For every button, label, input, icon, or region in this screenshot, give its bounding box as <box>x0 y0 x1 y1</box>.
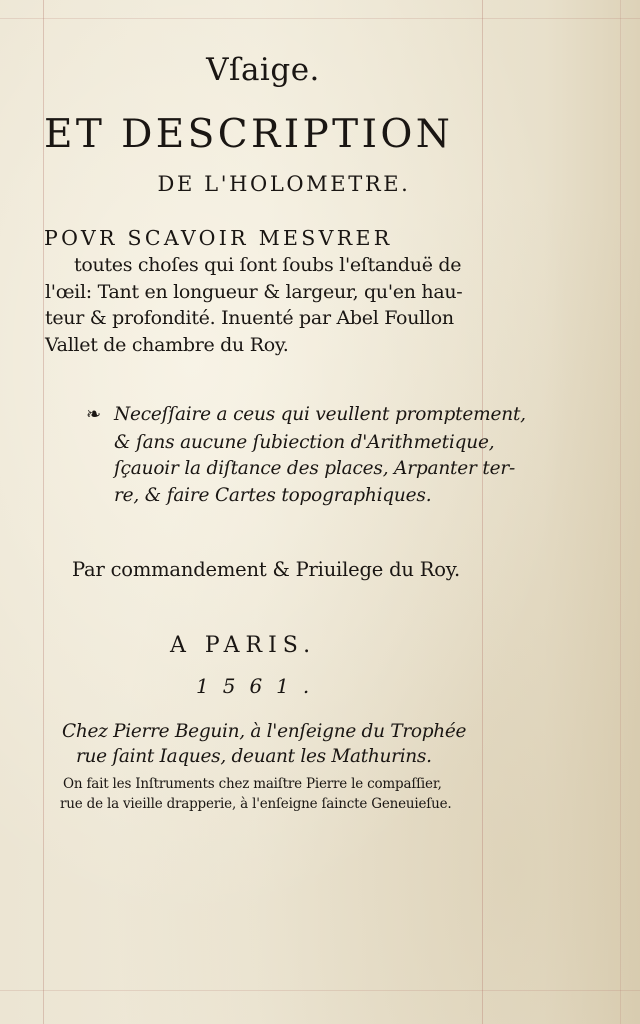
description-line: Vallet de chambre du Roy. <box>45 334 289 356</box>
margin-rule-top <box>0 18 640 19</box>
italic-line: re, & faire Cartes topographiques. <box>114 485 432 506</box>
place-of-publication: A PARIS. <box>170 633 317 658</box>
italic-line: ſçauoir la diſtance des places, Arpanter ter- <box>114 458 516 479</box>
margin-rule-right <box>482 0 483 1024</box>
purpose-lead: POVR SCAVOIR MESVRER <box>44 226 393 250</box>
description-line: toutes choſes qui ſont ſoubs l'eſtanduë de <box>74 254 462 276</box>
page-edge-rule <box>620 0 621 1024</box>
fleuron-icon: ❧ <box>86 404 102 425</box>
description-line: teur & profondité. Inuenté par Abel Foullon <box>45 307 454 329</box>
subtitle: DE L'HOLOMETRE. <box>157 172 411 196</box>
instrument-note-line: On fait les Inſtruments chez maiſtre Pierre le compaſſier, <box>63 776 442 792</box>
instrument-note-line: rue de la vieille drapperie, à l'enſeigne ſaincte Geneuieſue. <box>60 796 452 812</box>
italic-line: Neceſſaire a ceus qui veullent promptement, <box>114 404 526 425</box>
italic-line: & ſans aucune ſubiection d'Arithmetique, <box>114 432 495 453</box>
publication-year: 1561. <box>196 674 324 698</box>
description-line: l'œil: Tant en longueur & largeur, qu'en hau- <box>45 281 463 303</box>
heading: Vſaige. <box>206 52 320 88</box>
printer-line: rue ſaint Iaques, deuant les Mathurins. <box>76 746 432 767</box>
margin-rule-bottom <box>0 990 640 991</box>
privilege-line: Par commandement & Priuilege du Roy. <box>72 558 460 581</box>
printer-line: Chez Pierre Beguin, à l'enſeigne du Trophée <box>62 721 467 742</box>
main-title: ET DESCRIPTION <box>44 112 454 157</box>
